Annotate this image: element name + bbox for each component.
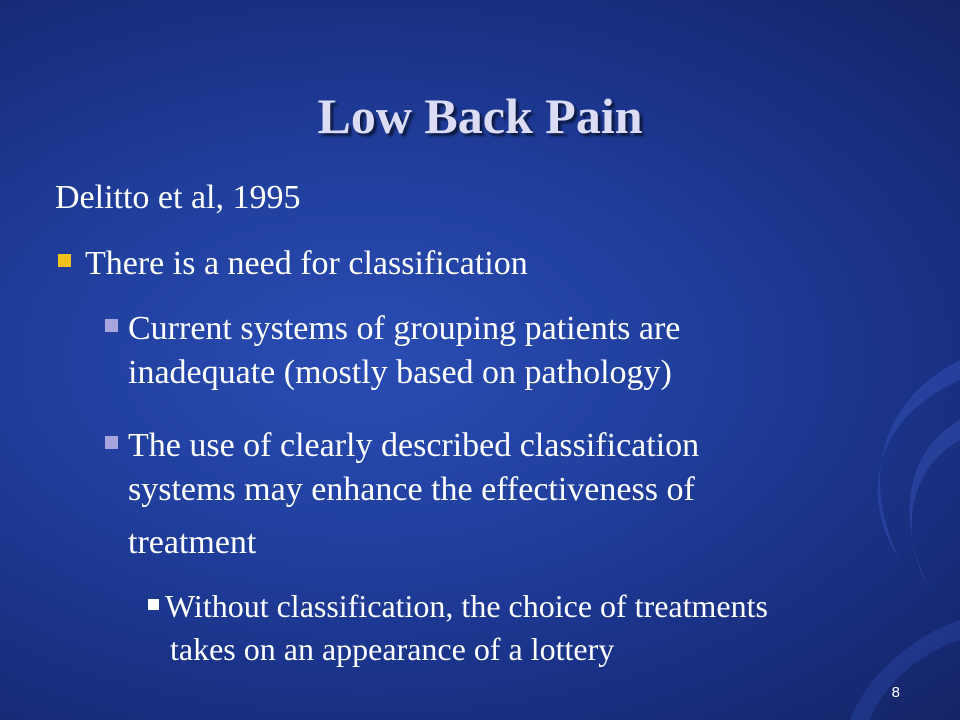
sub-bullet-square-icon [105,436,118,449]
sub-sub-bullet-lottery-line2: takes on an appearance of a lottery [170,631,615,667]
sub-bullet-current-systems-line2: inadequate (mostly based on pathology) [128,354,672,391]
sub-sub-bullet-lottery-line1: Without classification, the choice of treatments [165,588,768,624]
sub-bullet-square-icon [105,319,118,332]
slide-title: Low Back Pain [317,88,643,144]
page-number: 8 [891,684,900,701]
bullet-square-icon [58,254,71,267]
bullet-need-classification: There is a need for classification [85,245,528,282]
sub-bullet-use-of-systems-line2: systems may enhance the effectiveness of [128,471,695,508]
sub-bullet-current-systems-line1: Current systems of grouping patients are [128,310,681,347]
subtitle-citation: Delitto et al, 1995 [55,179,301,216]
sub-bullet-use-of-systems-line1: The use of clearly described classification [128,427,700,464]
sub-bullet-use-of-systems-line3: treatment [128,524,257,561]
sub-sub-bullet-square-icon [148,599,159,610]
